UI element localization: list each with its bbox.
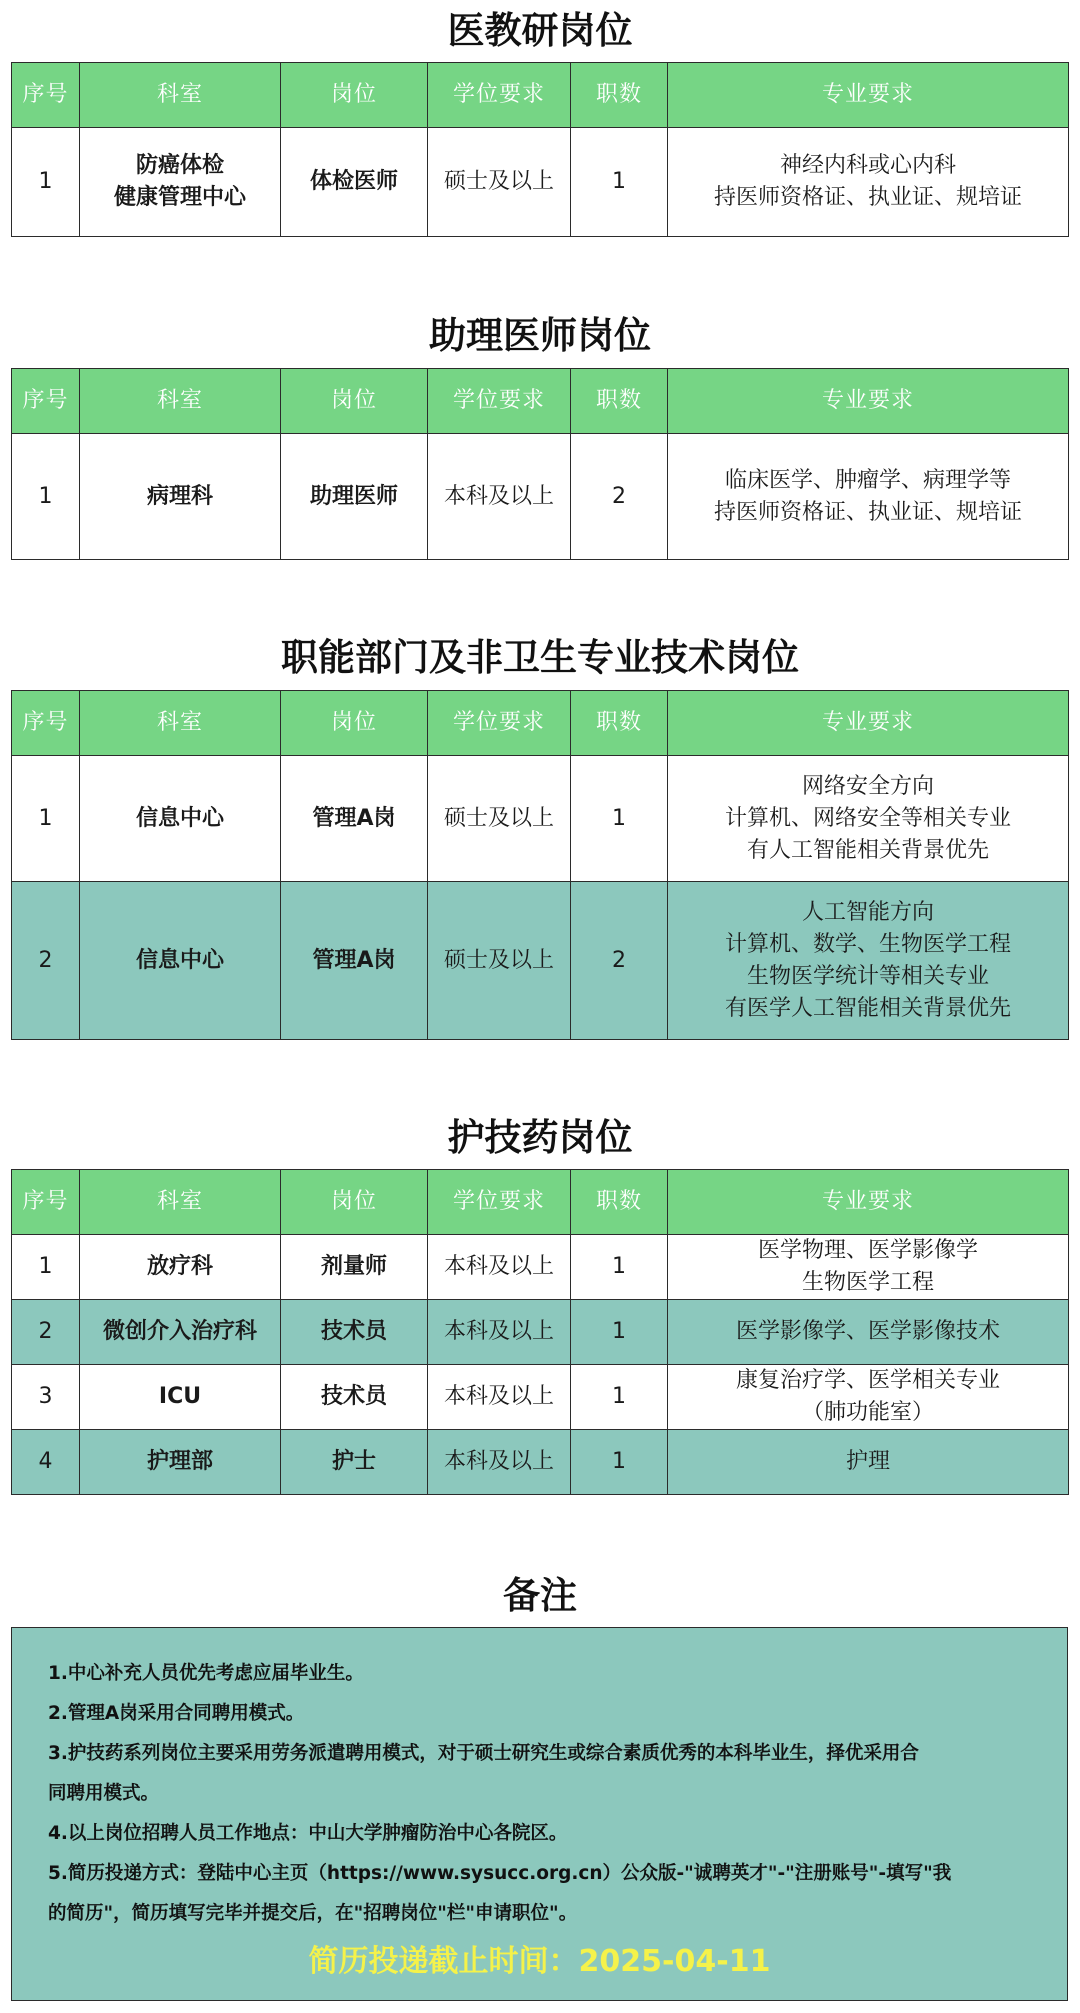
cell-count: 1 <box>571 1430 668 1495</box>
header-degree: 学位要求 <box>428 691 571 756</box>
table-header-row <box>12 691 1069 756</box>
cell-dept: 放疗科 <box>80 1235 281 1300</box>
header-major: 专业要求 <box>668 369 1069 434</box>
cell-dept <box>80 128 281 237</box>
header-major: 专业要求 <box>668 1170 1069 1235</box>
dept-line: 健康管理中心 <box>113 185 246 210</box>
major-line: 临床医学、肿瘤学、病理学等 <box>724 467 1011 493</box>
header-no: 序号 <box>12 369 80 434</box>
cell-degree: 本科及以上 <box>428 1430 571 1495</box>
cell-count: 1 <box>571 1365 668 1430</box>
cell-major <box>668 882 1069 1040</box>
header-degree: 学位要求 <box>428 63 571 128</box>
major-line: 康复治疗学、医学相关专业 <box>735 1368 1000 1393</box>
major-line: 持医师资格证、执业证、规培证 <box>713 499 1022 525</box>
table-row <box>12 1300 1069 1365</box>
cell-major: 护理 <box>668 1430 1069 1495</box>
header-major: 专业要求 <box>668 63 1069 128</box>
cell-degree: 本科及以上 <box>428 1235 571 1300</box>
header-position: 岗位 <box>281 1170 428 1235</box>
cell-no: 1 <box>12 128 80 237</box>
cell-count: 1 <box>571 128 668 237</box>
cell-degree: 本科及以上 <box>428 434 571 560</box>
cell-dept: 护理部 <box>80 1430 281 1495</box>
major-line: 计算机、数学、生物医学工程 <box>724 931 1011 957</box>
cell-count: 2 <box>571 434 668 560</box>
header-position: 岗位 <box>281 691 428 756</box>
header-count: 职数 <box>571 1170 668 1235</box>
note-line: 的简历"，简历填写完毕并提交后，在"招聘岗位"栏"申请职位"。 <box>48 1903 578 1924</box>
major-line: 网络安全方向 <box>801 773 934 799</box>
major-line: 有人工智能相关背景优先 <box>746 837 989 863</box>
section-title-research: 医教研岗位 <box>447 9 633 52</box>
cell-position: 技术员 <box>281 1300 428 1365</box>
cell-no: 3 <box>12 1365 80 1430</box>
cell-dept: 信息中心 <box>80 756 281 882</box>
notes-title: 备注 <box>503 1574 577 1617</box>
cell-no: 4 <box>12 1430 80 1495</box>
cell-no: 1 <box>12 756 80 882</box>
header-dept: 科室 <box>80 1170 281 1235</box>
major-line: 神经内科或心内科 <box>779 153 956 178</box>
deadline-date: 2025-04-11 <box>578 1944 771 1979</box>
cell-degree: 本科及以上 <box>428 1365 571 1430</box>
table-header-row <box>12 63 1069 128</box>
header-no: 序号 <box>12 63 80 128</box>
cell-position: 技术员 <box>281 1365 428 1430</box>
table-row <box>12 1365 1069 1430</box>
header-degree: 学位要求 <box>428 1170 571 1235</box>
cell-major <box>668 434 1069 560</box>
cell-major <box>668 128 1069 237</box>
header-no: 序号 <box>12 691 80 756</box>
major-line: 有医学人工智能相关背景优先 <box>724 995 1011 1021</box>
major-line: （肺功能室） <box>801 1400 934 1425</box>
header-no: 序号 <box>12 1170 80 1235</box>
header-dept: 科室 <box>80 369 281 434</box>
cell-position: 剂量师 <box>281 1235 428 1300</box>
table-header-row <box>12 1170 1069 1235</box>
cell-count: 2 <box>571 882 668 1040</box>
note-line: 1.中心补充人员优先考虑应届毕业生。 <box>48 1663 364 1684</box>
cell-position: 体检医师 <box>281 128 428 237</box>
note-line: 2.管理A岗采用合同聘用模式。 <box>48 1703 305 1724</box>
cell-major <box>668 1365 1069 1430</box>
cell-dept: ICU <box>80 1365 281 1430</box>
header-position: 岗位 <box>281 63 428 128</box>
deadline <box>48 1940 1031 1984</box>
table-row <box>12 128 1069 237</box>
cell-degree: 硕士及以上 <box>428 756 571 882</box>
cell-count: 1 <box>571 756 668 882</box>
major-line: 人工智能方向 <box>801 899 934 925</box>
major-line: 持医师资格证、执业证、规培证 <box>713 185 1022 210</box>
cell-position: 管理A岗 <box>281 756 428 882</box>
cell-no: 2 <box>12 882 80 1040</box>
dept-line: 防癌体检 <box>135 153 224 178</box>
cell-position: 助理医师 <box>281 434 428 560</box>
assistant-table <box>11 368 1069 560</box>
cell-degree: 本科及以上 <box>428 1300 571 1365</box>
cell-no: 1 <box>12 434 80 560</box>
note-line: 4.以上岗位招聘人员工作地点：中山大学肿瘤防治中心各院区。 <box>48 1823 568 1844</box>
cell-degree: 硕士及以上 <box>428 882 571 1040</box>
major-line: 医学物理、医学影像学 <box>757 1238 978 1263</box>
cell-position: 护士 <box>281 1430 428 1495</box>
major-line: 生物医学工程 <box>801 1270 934 1295</box>
header-count: 职数 <box>571 369 668 434</box>
header-dept: 科室 <box>80 63 281 128</box>
cell-no: 2 <box>12 1300 80 1365</box>
section-title-nursing: 护技药岗位 <box>447 1116 633 1159</box>
header-dept: 科室 <box>80 691 281 756</box>
table-row <box>12 756 1069 882</box>
major-line: 计算机、网络安全等相关专业 <box>724 805 1011 831</box>
cell-no: 1 <box>12 1235 80 1300</box>
table-row <box>12 1235 1069 1300</box>
header-count: 职数 <box>571 691 668 756</box>
cell-count: 1 <box>571 1300 668 1365</box>
note-line: 同聘用模式。 <box>48 1783 160 1804</box>
nursing-table <box>11 1169 1069 1495</box>
cell-position: 管理A岗 <box>281 882 428 1040</box>
cell-dept: 病理科 <box>80 434 281 560</box>
note-line: 5.简历投递方式：登陆中心主页（https://www.sysucc.org.cn）公众版-"诚聘英才"-"注册账号"-填写"我 <box>48 1863 952 1884</box>
section-title-assistant: 助理医师岗位 <box>429 314 651 357</box>
note-line: 3.护技药系列岗位主要采用劳务派遣聘用模式，对于硕士研究生或综合素质优秀的本科毕业生，择优采用合 <box>48 1743 919 1764</box>
cell-major <box>668 756 1069 882</box>
cell-degree: 硕士及以上 <box>428 128 571 237</box>
cell-dept: 信息中心 <box>80 882 281 1040</box>
cell-major <box>668 1235 1069 1300</box>
section-title-functional: 职能部门及非卫生专业技术岗位 <box>281 636 799 679</box>
cell-major: 医学影像学、医学影像技术 <box>668 1300 1069 1365</box>
deadline-label: 简历投递截止时间： <box>308 1944 579 1979</box>
functional-table <box>11 690 1069 1040</box>
cell-count: 1 <box>571 1235 668 1300</box>
header-major: 专业要求 <box>668 691 1069 756</box>
cell-dept: 微创介入治疗科 <box>80 1300 281 1365</box>
header-degree: 学位要求 <box>428 369 571 434</box>
research-table <box>11 62 1069 237</box>
header-position: 岗位 <box>281 369 428 434</box>
header-count: 职数 <box>571 63 668 128</box>
notes-box <box>11 1627 1068 2001</box>
table-header-row <box>12 369 1069 434</box>
table-row <box>12 434 1069 560</box>
table-row <box>12 882 1069 1040</box>
table-row <box>12 1430 1069 1495</box>
major-line: 生物医学统计等相关专业 <box>746 963 989 989</box>
